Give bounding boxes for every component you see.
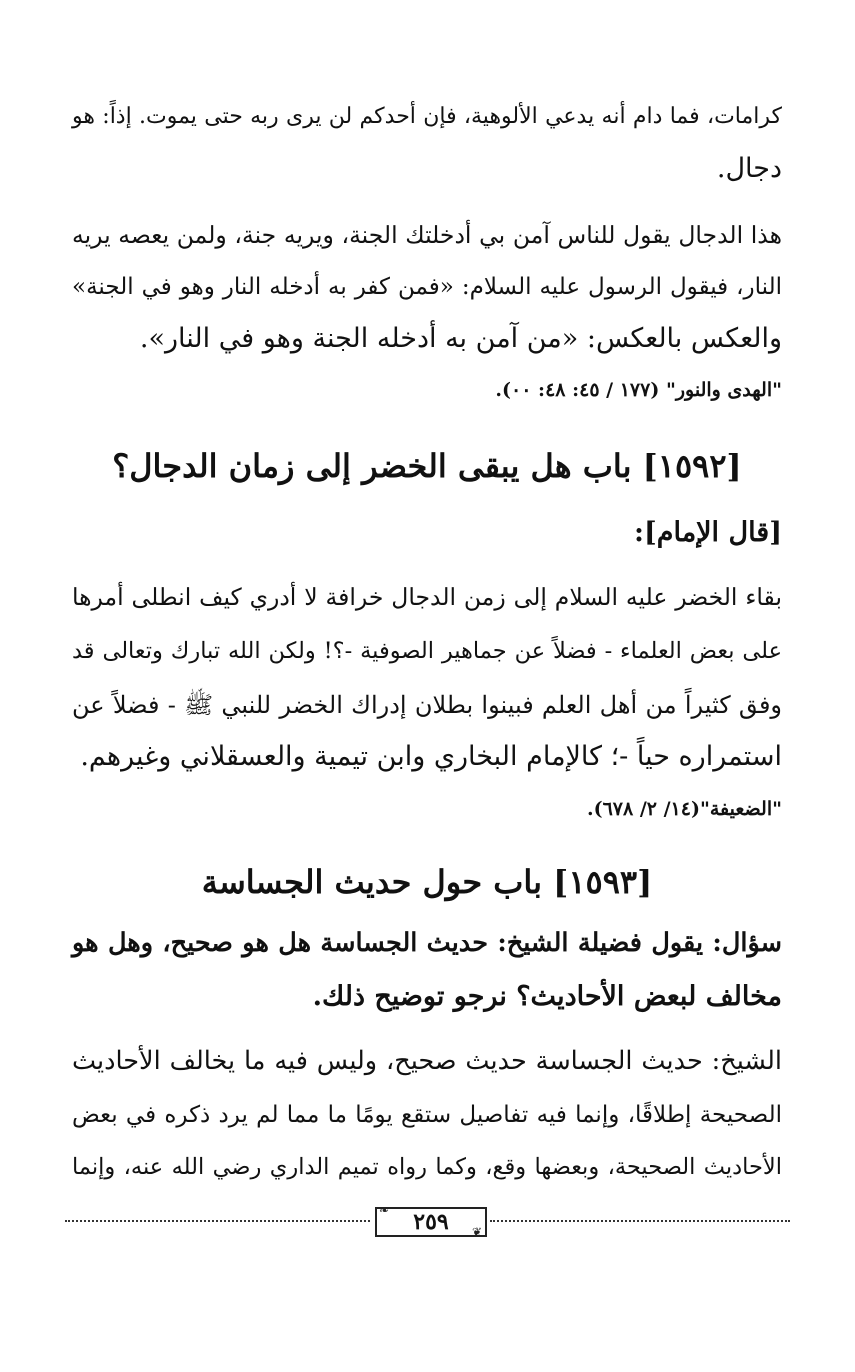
page-number-box <box>375 1207 487 1237</box>
paragraph-line: النار، فيقول الرسول عليه السلام: «فمن كفر به أدخله النار وهو في الجنة» <box>72 274 782 300</box>
footer-divider <box>65 1220 370 1222</box>
page-number: ٢٥٩ <box>413 1209 449 1235</box>
paragraph-line: هذا الدجال يقول للناس آمن بي أدخلتك الجنة، ويريه جنة، ولمن يعصه يريه <box>72 221 782 249</box>
source-citation: "الهدى والنور" (١٧٧ / ٤٥: ٤٨: ٠٠). <box>495 379 782 401</box>
question-line: مخالف لبعض الأحاديث؟ نرجو توضيح ذلك. <box>312 981 782 1012</box>
answer-line: الأحاديث الصحيحة، وبعضها وقع، وكما رواه تميم الداري رضي الله عنه، وإنما <box>72 1154 782 1180</box>
source-citation: "الضعيفة"(١٤/ ٢/ ٦٧٨). <box>586 798 782 820</box>
imam-label: [قال الإمام]: <box>634 517 782 548</box>
ornament-icon: ❦ <box>472 1225 483 1239</box>
paragraph-line: والعكس بالعكس: «من آمن به أدخله الجنة وهو في النار». <box>139 323 782 354</box>
paragraph-line: وفق كثيراً من أهل العلم فبينوا بطلان إدراك الخضر للنبي ﷺ - فضلاً عن <box>72 691 783 719</box>
paragraph-line: على بعض العلماء - فضلاً عن جماهير الصوفية -؟! ولكن الله تبارك وتعالى قد <box>72 638 782 664</box>
chapter-heading: [١٥٩٢] باب هل يبقى الخضر إلى زمان الدجال؟ <box>112 447 742 485</box>
answer-line: الشيخ: حديث الجساسة حديث صحيح، وليس فيه ما يخالف الأحاديث <box>72 1046 782 1076</box>
paragraph-line: بقاء الخضر عليه السلام إلى زمن الدجال خرافة لا أدري كيف انطلى أمرها <box>72 583 782 611</box>
chapter-heading: [١٥٩٣] باب حول حديث الجساسة <box>201 863 653 901</box>
answer-line: الصحيحة إطلاقًا، وإنما فيه تفاصيل ستقع يومًا ما مما لم يرد ذكره في بعض <box>72 1102 782 1128</box>
ornament-icon: ❧ <box>379 1203 390 1217</box>
paragraph-line: كرامات، فما دام أنه يدعي الألوهية، فإن أحدكم لن يرى ربه حتى يموت. إذاً: هو <box>72 104 782 129</box>
paragraph-line: دجال. <box>716 153 782 184</box>
footer-divider <box>490 1220 790 1222</box>
paragraph-line: استمراره حياً -؛ كالإمام البخاري وابن تيمية والعسقلاني وغيرهم. <box>80 741 782 772</box>
question-line: سؤال: يقول فضيلة الشيخ: حديث الجساسة هل هو صحيح، وهل هو <box>72 928 782 958</box>
